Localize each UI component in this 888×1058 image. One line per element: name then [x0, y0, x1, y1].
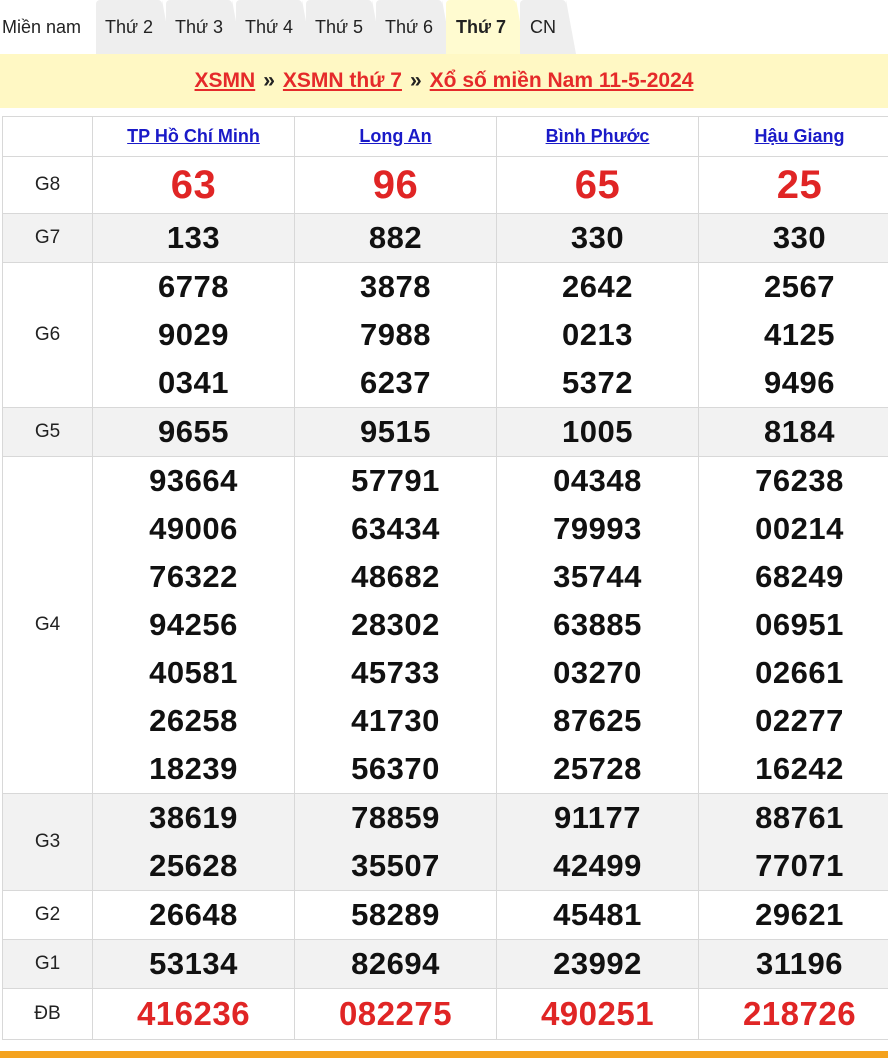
prize-number: 082275	[338, 995, 453, 1032]
tab-thu-7[interactable]: Thứ 7	[446, 0, 516, 54]
prize-cell	[93, 408, 295, 457]
prize-number: 882	[368, 220, 423, 255]
prize-cell	[295, 794, 497, 891]
prize-label: G1	[3, 940, 93, 989]
prize-label: G4	[3, 457, 93, 794]
prize-cell	[699, 989, 888, 1040]
prize-number: 38619	[149, 800, 238, 835]
prize-number: 41730	[351, 703, 440, 738]
province-link-tp-hcm[interactable]: TP Hồ Chí Minh	[127, 126, 260, 146]
prize-number: 29621	[755, 897, 844, 932]
breadcrumb-separator: »	[263, 69, 275, 92]
prize-cell	[295, 263, 497, 408]
prize-row	[3, 408, 888, 457]
prize-cell	[497, 457, 699, 794]
prize-number: 58289	[351, 897, 440, 932]
prize-number: 2642	[562, 269, 633, 304]
bottom-accent-strip	[0, 1051, 888, 1058]
prize-number: 5372	[562, 365, 633, 400]
province-header	[295, 117, 497, 157]
prize-cell	[93, 989, 295, 1040]
prize-cell	[93, 940, 295, 989]
prize-number: 57791	[351, 463, 440, 498]
prize-label: G3	[3, 794, 93, 891]
province-link-long-an[interactable]: Long An	[359, 126, 432, 146]
province-header	[699, 117, 888, 157]
prize-number: 0341	[158, 365, 229, 400]
prize-number: 79993	[553, 511, 642, 546]
prize-cell	[699, 263, 888, 408]
prize-number: 02661	[755, 655, 844, 690]
province-link-binh-phuoc[interactable]: Bình Phước	[545, 126, 650, 146]
breadcrumb-separator: »	[409, 69, 422, 92]
prize-number: 23992	[553, 946, 642, 981]
prize-cell	[93, 794, 295, 891]
prize-cell	[497, 940, 699, 989]
prize-cell	[295, 989, 497, 1040]
prize-number: 03270	[553, 655, 642, 690]
prize-number: 26648	[149, 897, 238, 932]
prize-cell	[295, 457, 497, 794]
tab-thu-5[interactable]: Thứ 5	[306, 0, 372, 54]
header-corner	[3, 117, 93, 157]
prize-number: 87625	[553, 703, 642, 738]
tab-thu-4[interactable]: Thứ 4	[236, 0, 302, 54]
prize-number: 65	[574, 163, 621, 207]
prize-number: 16242	[755, 751, 844, 786]
prize-cell	[497, 794, 699, 891]
prize-number: 9029	[158, 317, 229, 352]
prize-number: 35744	[553, 559, 642, 594]
prize-number: 25	[776, 163, 823, 207]
prize-number: 28302	[351, 607, 440, 642]
prize-number: 25728	[553, 751, 642, 786]
prize-number: 42499	[553, 848, 642, 883]
prize-number: 68249	[755, 559, 844, 594]
prize-number: 133	[166, 220, 221, 255]
prize-number: 06951	[755, 607, 844, 642]
prize-cell	[497, 263, 699, 408]
prize-number: 9655	[158, 414, 229, 449]
prize-row	[3, 891, 888, 940]
prize-cell	[699, 457, 888, 794]
prize-cell	[497, 214, 699, 263]
prize-number: 56370	[351, 751, 440, 786]
prize-row	[3, 989, 888, 1040]
prize-cell	[295, 408, 497, 457]
tab-thu-2[interactable]: Thứ 2	[96, 0, 162, 54]
prize-number: 93664	[149, 463, 238, 498]
prize-number: 9515	[360, 414, 431, 449]
prize-number: 18239	[149, 751, 238, 786]
prize-number: 48682	[351, 559, 440, 594]
prize-label: G5	[3, 408, 93, 457]
prize-cell	[497, 989, 699, 1040]
prize-cell	[699, 794, 888, 891]
prize-number: 330	[772, 220, 827, 255]
prize-number: 416236	[136, 995, 251, 1032]
province-header	[497, 117, 699, 157]
prize-number: 490251	[540, 995, 655, 1032]
prize-number: 7988	[360, 317, 431, 352]
province-link-hau-giang[interactable]: Hậu Giang	[754, 126, 845, 146]
prize-number: 0213	[562, 317, 633, 352]
prize-number: 00214	[755, 511, 844, 546]
breadcrumb-link-xsmn-thu-7[interactable]: XSMN thứ 7	[282, 69, 402, 92]
prize-number: 4125	[764, 317, 835, 352]
prize-row	[3, 263, 888, 408]
prize-number: 78859	[351, 800, 440, 835]
prize-row	[3, 794, 888, 891]
tab-mien-nam[interactable]: Miền nam	[2, 16, 82, 37]
prize-cell	[699, 891, 888, 940]
prize-cell	[699, 940, 888, 989]
prize-number: 82694	[351, 946, 440, 981]
prize-row	[3, 214, 888, 263]
results-table	[2, 116, 888, 1040]
prize-number: 2567	[764, 269, 835, 304]
prize-number: 35507	[351, 848, 440, 883]
prize-number: 91177	[554, 800, 641, 835]
prize-label: G7	[3, 214, 93, 263]
tab-thu-3[interactable]: Thứ 3	[166, 0, 232, 54]
tab-cn[interactable]: CN	[520, 0, 566, 54]
prize-number: 6778	[158, 269, 229, 304]
prize-number: 63	[170, 163, 217, 207]
prize-number: 31196	[756, 946, 843, 981]
prize-number: 45733	[351, 655, 440, 690]
prize-label: G2	[3, 891, 93, 940]
prize-row	[3, 457, 888, 794]
prize-label: G8	[3, 157, 93, 214]
prize-number: 9496	[764, 365, 835, 400]
tab-thu-6[interactable]: Thứ 6	[376, 0, 442, 54]
prize-number: 218726	[742, 995, 857, 1032]
prize-number: 3878	[360, 269, 431, 304]
breadcrumb-link-xsmn[interactable]: XSMN	[194, 69, 256, 92]
prize-cell	[497, 157, 699, 214]
prize-cell	[93, 263, 295, 408]
prize-number: 77071	[755, 848, 844, 883]
prize-cell	[497, 891, 699, 940]
prize-number: 45481	[553, 897, 642, 932]
prize-number: 04348	[553, 463, 642, 498]
province-header	[93, 117, 295, 157]
prize-cell	[295, 891, 497, 940]
prize-number: 53134	[149, 946, 238, 981]
prize-cell	[295, 940, 497, 989]
prize-number: 88761	[755, 800, 844, 835]
prize-cell	[699, 214, 888, 263]
prize-number: 1005	[562, 414, 633, 449]
breadcrumb-link-date[interactable]: Xổ số miền Nam 11-5-2024	[429, 69, 694, 92]
day-tabs	[0, 0, 888, 54]
prize-number: 40581	[149, 655, 238, 690]
prize-row	[3, 157, 888, 214]
prize-number: 02277	[755, 703, 844, 738]
prize-cell	[295, 214, 497, 263]
prize-cell	[93, 157, 295, 214]
prize-cell	[699, 408, 888, 457]
prize-cell	[497, 408, 699, 457]
prize-number: 63885	[553, 607, 642, 642]
prize-row	[3, 940, 888, 989]
prize-label: ĐB	[3, 989, 93, 1040]
province-header-row	[3, 117, 888, 157]
prize-number: 96	[372, 163, 419, 207]
prize-number: 25628	[149, 848, 238, 883]
prize-cell	[295, 157, 497, 214]
prize-cell	[699, 157, 888, 214]
prize-cell	[93, 214, 295, 263]
prize-number: 76322	[149, 559, 238, 594]
prize-cell	[93, 457, 295, 794]
prize-number: 49006	[149, 511, 238, 546]
prize-number: 63434	[351, 511, 440, 546]
prize-label: G6	[3, 263, 93, 408]
prize-number: 6237	[360, 365, 431, 400]
prize-number: 94256	[149, 607, 238, 642]
prize-number: 26258	[149, 703, 238, 738]
prize-number: 8184	[764, 414, 835, 449]
prize-number: 330	[570, 220, 625, 255]
prize-number: 76238	[755, 463, 844, 498]
prize-cell	[93, 891, 295, 940]
breadcrumb	[0, 54, 888, 108]
